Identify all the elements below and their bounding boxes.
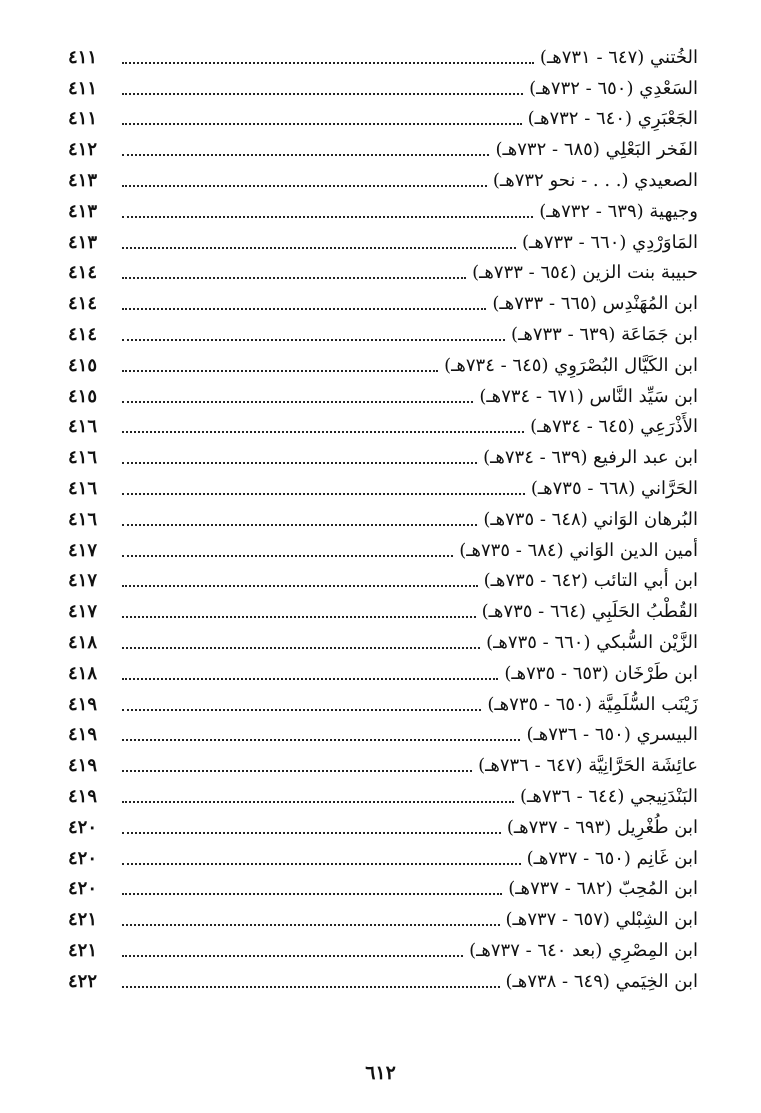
dotted-leader bbox=[122, 461, 477, 464]
toc-entry-page-number: ٤١٨ bbox=[68, 631, 98, 653]
dotted-leader bbox=[122, 677, 498, 680]
dotted-leader bbox=[122, 338, 505, 341]
toc-entry-title: ابن الخِيَمي (٦٤٩ - ٧٣٨هـ) bbox=[505, 970, 698, 992]
toc-entry-page-number: ٤١١ bbox=[68, 46, 98, 68]
toc-entry-title: ابن سَيِّد النَّاس (٦٧١ - ٧٣٤هـ) bbox=[479, 385, 698, 407]
dotted-leader bbox=[122, 554, 453, 557]
toc-entry-page-number: ٤١٧ bbox=[68, 570, 98, 592]
dotted-leader bbox=[122, 523, 477, 526]
toc-entry bbox=[68, 870, 698, 901]
toc-entry-title: السَعْدِي (٦٥٠ - ٧٣٢هـ) bbox=[529, 77, 698, 99]
toc-entry bbox=[68, 623, 698, 654]
toc-entry-page-number: ٤٢٠ bbox=[68, 816, 98, 838]
toc-entry-page-number: ٤٢٢ bbox=[68, 970, 98, 992]
toc-entry-page-number: ٤١٢ bbox=[68, 139, 98, 161]
toc-entry-page-number: ٤١٥ bbox=[68, 354, 98, 376]
toc-entry-title: المَاوَرْدِي (٦٦٠ - ٧٣٣هـ) bbox=[522, 231, 698, 253]
dotted-leader bbox=[122, 584, 478, 587]
toc-entry-page-number: ٤١٦ bbox=[68, 447, 98, 469]
toc-entry-page-number: ٤١٦ bbox=[68, 477, 98, 499]
toc-entry-page-number: ٤١٣ bbox=[68, 231, 98, 253]
toc-entry bbox=[68, 900, 698, 931]
toc-entry-title: الصعيدي (. . . - نحو ٧٣٢هـ) bbox=[492, 169, 698, 191]
toc-entry-title: الجَعْبَرِي (٦٤٠ - ٧٣٢هـ) bbox=[527, 108, 698, 130]
toc-entry bbox=[68, 500, 698, 531]
toc-entry bbox=[68, 161, 698, 192]
toc-entry-title: الأَذْرَعِي (٦٤٥ - ٧٣٤هـ) bbox=[530, 416, 698, 438]
dotted-leader bbox=[122, 769, 472, 772]
toc-entry-title: الحَرَّاني (٦٦٨ - ٧٣٥هـ) bbox=[530, 477, 698, 499]
toc-entry-title: البيسري (٦٥٠ - ٧٣٦هـ) bbox=[526, 724, 698, 746]
dotted-leader bbox=[122, 430, 524, 433]
toc-entry-title: وجيهية (٦٣٩ - ٧٣٢هـ) bbox=[539, 200, 698, 222]
dotted-leader bbox=[122, 246, 516, 249]
page-number-footer: ٦١٢ bbox=[365, 1062, 396, 1084]
toc-entry-title: أمين الدين الوَاني (٦٨٤ - ٧٣٥هـ) bbox=[459, 539, 698, 561]
toc-entry bbox=[68, 716, 698, 747]
toc-entry-page-number: ٤١٦ bbox=[68, 508, 98, 530]
toc-entry-page-number: ٤١٤ bbox=[68, 323, 98, 345]
toc-entry-title: ابن الشِبْلي (٦٥٧ - ٧٣٧هـ) bbox=[505, 909, 698, 931]
dotted-leader bbox=[122, 307, 486, 310]
toc-entry-title: البُرهان الوَاني (٦٤٨ - ٧٣٥هـ) bbox=[483, 508, 698, 530]
toc-entry-page-number: ٤١٩ bbox=[68, 755, 98, 777]
toc-entry-title: ابن المُهَنْدِس (٦٦٥ - ٧٣٣هـ) bbox=[492, 293, 698, 315]
toc-entry-page-number: ٤١٧ bbox=[68, 601, 98, 623]
toc-entry-title: ابن غَانِم (٦٥٠ - ٧٣٧هـ) bbox=[526, 847, 698, 869]
toc-entry-page-number: ٤١١ bbox=[68, 108, 98, 130]
toc-entry bbox=[68, 777, 698, 808]
toc-entry-page-number: ٤١٨ bbox=[68, 662, 98, 684]
toc-entry bbox=[68, 592, 698, 623]
dotted-leader bbox=[122, 276, 466, 279]
toc-entry-title: ابن المُحِبّ (٦٨٢ - ٧٣٧هـ) bbox=[508, 878, 698, 900]
dotted-leader bbox=[122, 92, 523, 95]
toc-entry-page-number: ٤١٩ bbox=[68, 693, 98, 715]
toc-entry-page-number: ٤١١ bbox=[68, 77, 98, 99]
toc-entry-title: ابن طَرْخَان (٦٥٣ - ٧٣٥هـ) bbox=[504, 662, 698, 684]
dotted-leader bbox=[122, 892, 502, 895]
toc-entry-page-number: ٤٢١ bbox=[68, 939, 98, 961]
dotted-leader bbox=[122, 184, 487, 187]
toc-entry-title: ابن الكَيَّال البُصْرَوِي (٦٤٥ - ٧٣٤هـ) bbox=[444, 354, 698, 376]
toc-entry-page-number: ٤٢٠ bbox=[68, 878, 98, 900]
toc-entry bbox=[68, 69, 698, 100]
toc-entry-title: حبيبة بنت الزين (٦٥٤ - ٧٣٣هـ) bbox=[472, 262, 698, 284]
toc-entry-page-number: ٤١٥ bbox=[68, 385, 98, 407]
toc-entry bbox=[68, 346, 698, 377]
toc-entry-page-number: ٤١٣ bbox=[68, 200, 98, 222]
toc-entry-title: ابن المِصْرِي (بعد ٦٤٠ - ٧٣٧هـ) bbox=[469, 939, 698, 961]
dotted-leader bbox=[122, 646, 480, 649]
toc-entry-title: الفَخر البَعْلِي (٦٨٥ - ٧٣٢هـ) bbox=[495, 139, 698, 161]
dotted-leader bbox=[122, 122, 522, 125]
toc-entry-title: زَيْنَب السُّلَمِيَّة (٦٥٠ - ٧٣٥هـ) bbox=[487, 693, 698, 715]
toc-entry bbox=[68, 284, 698, 315]
toc-entry bbox=[68, 746, 698, 777]
dotted-leader bbox=[122, 738, 520, 741]
toc-entry bbox=[68, 408, 698, 439]
dotted-leader bbox=[122, 153, 489, 156]
dotted-leader bbox=[122, 400, 473, 403]
toc-entry bbox=[68, 931, 698, 962]
toc-entry-title: القُطْبُ الحَلَبِي (٦٦٤ - ٧٣٥هـ) bbox=[481, 601, 698, 623]
toc-entry-page-number: ٤١٩ bbox=[68, 785, 98, 807]
toc-entry bbox=[68, 254, 698, 285]
toc-entry bbox=[68, 38, 698, 69]
toc-entry-page-number: ٤١٧ bbox=[68, 539, 98, 561]
table-of-contents bbox=[68, 38, 698, 993]
toc-entry-page-number: ٤٢٠ bbox=[68, 847, 98, 869]
toc-entry-title: الزَّيْن السُّبكي (٦٦٠ - ٧٣٥هـ) bbox=[486, 631, 698, 653]
dotted-leader bbox=[122, 492, 525, 495]
dotted-leader bbox=[122, 862, 521, 865]
toc-entry bbox=[68, 438, 698, 469]
toc-entry bbox=[68, 223, 698, 254]
toc-entry-title: ابن طُغْرِيل (٦٩٣ - ٧٣٧هـ) bbox=[506, 816, 698, 838]
dotted-leader bbox=[122, 215, 533, 218]
toc-entry-title: البَنْدَنِيجي (٦٤٤ - ٧٣٦هـ) bbox=[520, 785, 698, 807]
dotted-leader bbox=[122, 369, 438, 372]
toc-entry bbox=[68, 531, 698, 562]
toc-entry-page-number: ٤١٩ bbox=[68, 724, 98, 746]
toc-entry-title: الخُتني (٦٤٧ - ٧٣١هـ) bbox=[539, 46, 698, 68]
toc-entry-title: ابن عبد الرفيع (٦٣٩ - ٧٣٤هـ) bbox=[483, 447, 698, 469]
dotted-leader bbox=[122, 708, 481, 711]
toc-entry bbox=[68, 192, 698, 223]
toc-entry bbox=[68, 100, 698, 131]
dotted-leader bbox=[122, 985, 500, 988]
toc-entry bbox=[68, 469, 698, 500]
toc-entry-page-number: ٤١٤ bbox=[68, 262, 98, 284]
dotted-leader bbox=[122, 615, 476, 618]
toc-entry-title: عائِشَة الحَرَّانِيَّة (٦٤٧ - ٧٣٦هـ) bbox=[478, 755, 698, 777]
toc-entry-page-number: ٤١٤ bbox=[68, 293, 98, 315]
dotted-leader bbox=[122, 923, 500, 926]
dotted-leader bbox=[122, 954, 463, 957]
toc-entry bbox=[68, 962, 698, 993]
dotted-leader bbox=[122, 61, 534, 64]
toc-entry bbox=[68, 685, 698, 716]
toc-entry bbox=[68, 562, 698, 593]
dotted-leader bbox=[122, 831, 501, 834]
toc-entry bbox=[68, 839, 698, 870]
toc-entry bbox=[68, 654, 698, 685]
toc-entry bbox=[68, 315, 698, 346]
toc-entry bbox=[68, 377, 698, 408]
dotted-leader bbox=[122, 800, 514, 803]
toc-entry-page-number: ٤٢١ bbox=[68, 909, 98, 931]
toc-entry bbox=[68, 808, 698, 839]
toc-entry-page-number: ٤١٦ bbox=[68, 416, 98, 438]
toc-entry-page-number: ٤١٣ bbox=[68, 169, 98, 191]
toc-entry-title: ابن جَمَاعَة (٦٣٩ - ٧٣٣هـ) bbox=[511, 323, 698, 345]
toc-entry-title: ابن أبي التائب (٦٤٢ - ٧٣٥هـ) bbox=[483, 570, 698, 592]
toc-entry bbox=[68, 130, 698, 161]
